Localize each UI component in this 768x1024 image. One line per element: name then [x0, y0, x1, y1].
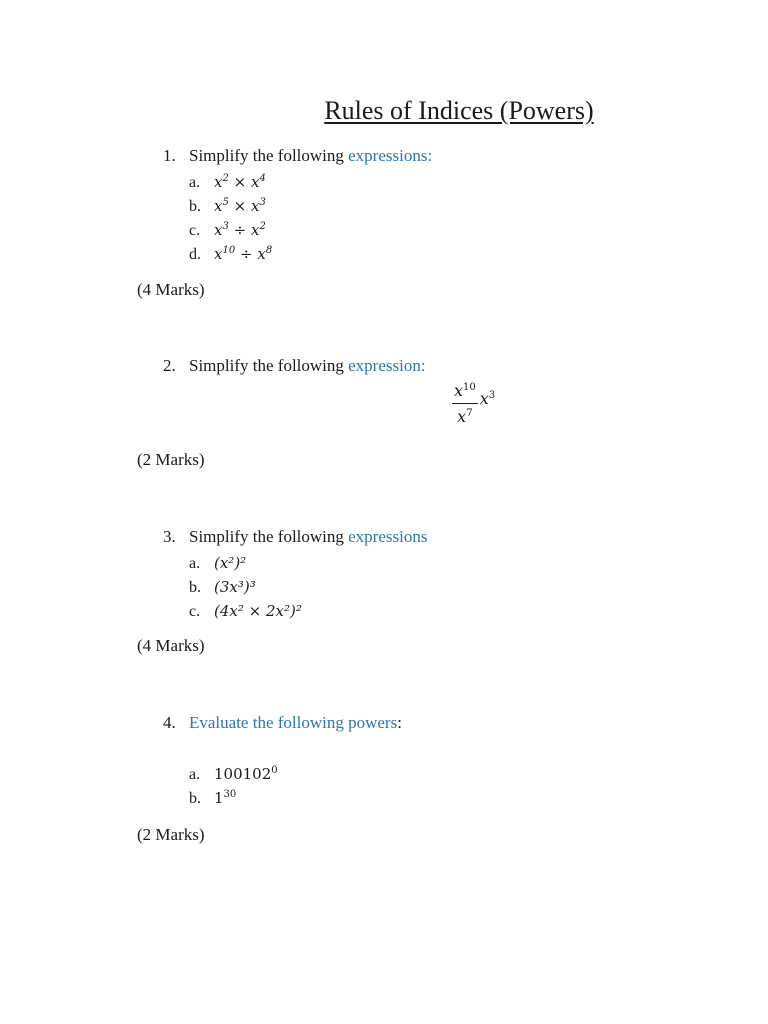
list-item	[189, 194, 272, 218]
item-letter: b.	[189, 579, 201, 596]
question-colon: :	[420, 356, 426, 375]
question-number: 1.	[163, 146, 176, 165]
question-1-heading	[163, 146, 432, 166]
question-2-marks: (2 Marks)	[137, 450, 205, 469]
question-keyword: expressions	[348, 146, 428, 165]
question-text: Simplify the following	[189, 527, 349, 546]
question-text: Simplify the following	[189, 356, 349, 375]
list-item	[189, 786, 278, 810]
fraction-numerator: $x^{10}$	[452, 381, 478, 404]
question-keyword: expression	[348, 356, 421, 375]
question-number: 2.	[163, 356, 176, 375]
expression: $x^5 \times x^3$	[214, 197, 266, 215]
question-keyword: expressions	[348, 527, 428, 546]
fraction	[452, 381, 478, 426]
list-item	[189, 218, 272, 242]
question-4-items	[189, 762, 278, 810]
item-letter: b.	[189, 198, 201, 215]
question-colon: :	[427, 146, 433, 165]
expression: $x^2 \times x^4$	[214, 173, 266, 191]
question-4-marks: (2 Marks)	[137, 825, 205, 844]
fraction-denominator: $x^7$	[457, 407, 473, 426]
list-item	[189, 551, 302, 575]
question-1-items	[189, 170, 272, 266]
question-4-heading	[163, 713, 402, 733]
list-item	[189, 242, 272, 266]
expression: $x^{10} \div x^8$	[214, 245, 273, 263]
question-1-marks: (4 Marks)	[137, 280, 205, 299]
list-item	[189, 170, 272, 194]
question-number: 4.	[163, 713, 176, 732]
expression: (x²)²	[214, 554, 247, 572]
item-letter: c.	[189, 222, 201, 239]
question-text: Simplify the following	[189, 146, 349, 165]
fraction-expression	[452, 381, 495, 426]
expression: 100102$^0$	[214, 765, 278, 783]
item-letter: a.	[189, 174, 201, 191]
list-item	[189, 762, 278, 786]
question-keyword: Evaluate the following powers	[189, 713, 398, 732]
question-3-heading	[163, 527, 427, 547]
page-title: Rules of Indices (Powers)	[324, 96, 594, 125]
item-letter: c.	[189, 603, 201, 620]
multiplier-term: $x^3$	[479, 389, 496, 408]
expression: (4x² × 2x²)²	[214, 602, 302, 620]
question-2-heading	[163, 356, 426, 376]
item-letter: d.	[189, 246, 201, 263]
item-letter: b.	[189, 790, 201, 807]
expression: $x^3 \div x^2$	[214, 221, 266, 239]
item-letter: a.	[189, 555, 201, 572]
question-3-marks: (4 Marks)	[137, 636, 205, 655]
expression: $1^{30}$	[214, 789, 237, 807]
item-letter: a.	[189, 766, 201, 783]
list-item	[189, 599, 302, 623]
question-3-items	[189, 551, 302, 623]
question-number: 3.	[163, 527, 176, 546]
question-colon: :	[397, 713, 402, 732]
expression: (3x³)³	[214, 578, 256, 596]
list-item	[189, 575, 302, 599]
